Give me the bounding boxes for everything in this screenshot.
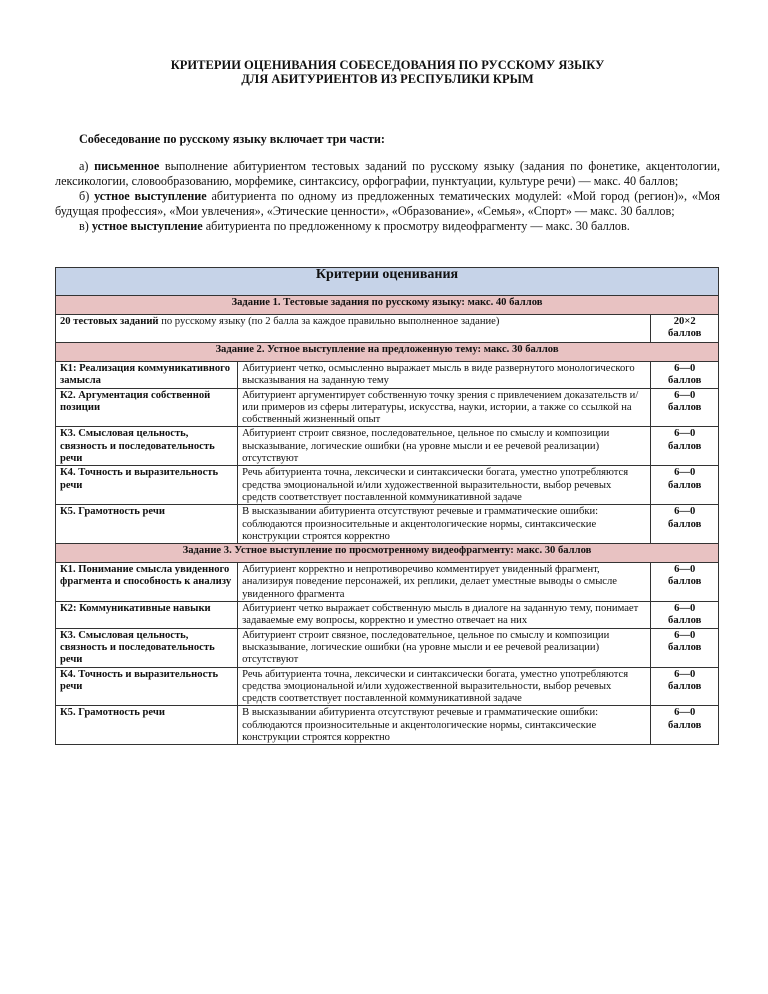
- intro-item-b-text: абитуриента по одному из предложенных тематических модулей: «Мой город (регион)», «Моя будущая профессия», «Мои увлечения», «Этические ценности», «Образование», «Семья», «Спорт» — макс. 30 баллов;: [55, 189, 720, 218]
- criterion-score-value: 6—0: [674, 668, 696, 680]
- criterion-score-value: 6—0: [674, 629, 696, 641]
- criterion-description: Речь абитуриента точна, лексически и синтаксически богата, уместно употребляются средства эмоциональной и/или художественной выразительности, выбор речевых средств соответствует поставленной коммуникативной задаче: [238, 667, 651, 706]
- criterion-score: [651, 667, 719, 706]
- criterion-score: [651, 563, 719, 602]
- criterion-name: К2. Аргументация собственной позиции: [56, 388, 238, 427]
- criteria-header: Критерии оценивания: [56, 268, 719, 296]
- task1-row: [56, 315, 719, 343]
- criterion-score: [651, 706, 719, 745]
- task1-description: [56, 315, 651, 343]
- task1-score-unit: баллов: [668, 328, 702, 340]
- criterion-description: Абитуриент строит связное, последовательное, цельное по смыслу и композиции высказывание, логические ошибки (на уровне мысли и ее речевой реализации) отсутствуют: [238, 427, 651, 466]
- criterion-score-value: 6—0: [674, 428, 696, 440]
- intro-item-b-bold: устное выступление: [94, 189, 207, 203]
- task3-title: Задание 3. Устное выступление по просмотренному видеофрагменту: макс. 30 баллов: [56, 544, 719, 563]
- intro-item-a-bold: письменное: [94, 159, 160, 173]
- criterion-score: [651, 388, 719, 427]
- criterion-name: К4. Точность и выразительность речи: [56, 667, 238, 706]
- criterion-score: [651, 505, 719, 544]
- criterion-description: Абитуриент четко выражает собственную мысль в диалоге на заданную тему, понимает задаваемые ему вопросы, корректно и уместно отвечает на них: [238, 602, 651, 629]
- criterion-name: К5. Грамотность речи: [56, 706, 238, 745]
- task3-header-row: [56, 544, 719, 563]
- task2-criterion-row: [56, 466, 719, 505]
- task1-score-value: 20×2: [673, 316, 696, 327]
- intro-item-a: [55, 159, 720, 189]
- task1-header-row: [56, 296, 719, 315]
- intro-item-b-prefix: б): [79, 189, 95, 203]
- intro-item-c: [55, 219, 720, 234]
- criterion-name: К1: Реализация коммуникативного замысла: [56, 362, 238, 389]
- criterion-score-value: 6—0: [674, 603, 696, 615]
- criterion-score: [651, 602, 719, 629]
- criterion-score-unit: баллов: [668, 719, 702, 731]
- task1-score: [651, 315, 719, 343]
- task2-criterion-row: [56, 362, 719, 389]
- criterion-description: В высказывании абитуриента отсутствуют речевые и грамматические ошибки: соблюдаются произносительные и акцентологические нормы, синтаксические конструкции строятся корректно: [238, 505, 651, 544]
- task1-description-bold: 20 тестовых заданий: [60, 316, 159, 327]
- criterion-score: [651, 466, 719, 505]
- criterion-description: Абитуриент корректно и непротиворечиво комментирует увиденный фрагмент, анализируя поведение персонажей, их реплики, делает уместные выводы о смысле увиденного фрагмента: [238, 563, 651, 602]
- intro-item-a-text: выполнение абитуриентом тестовых заданий по русскому языку (задания по фонетике, акцентологии, лексикологии, словообразованию, морфемике, синтаксису, орфографии, пунктуации, культуре речи) — макс. 40 баллов;: [55, 159, 720, 188]
- document-title-line2: ДЛЯ АБИТУРИЕНТОВ ИЗ РЕСПУБЛИКИ КРЫМ: [241, 72, 534, 86]
- criterion-score-unit: баллов: [668, 479, 702, 491]
- task3-criterion-row: [56, 667, 719, 706]
- intro-item-c-bold: устное выступление: [91, 219, 203, 233]
- criterion-description: В высказывании абитуриента отсутствуют речевые и грамматические ошибки: соблюдаются произносительные и акцентологические нормы, синтаксические конструкции строятся корректно: [238, 706, 651, 745]
- intro-item-b: [55, 189, 720, 219]
- criterion-name: К2: Коммуникативные навыки: [56, 602, 238, 629]
- criterion-score-unit: баллов: [668, 518, 702, 530]
- intro-section: [55, 132, 720, 234]
- criterion-score-value: 6—0: [674, 363, 696, 374]
- criterion-score-unit: баллов: [668, 680, 702, 692]
- criterion-score: [651, 628, 719, 667]
- criterion-description: Абитуриент четко, осмысленно выражает мысль в виде развернутого монологического высказывания на заданную тему: [238, 362, 651, 389]
- intro-lead: Собеседование по русскому языку включает три части:: [79, 132, 385, 146]
- criteria-table: [55, 267, 719, 745]
- task3-criterion-row: [56, 628, 719, 667]
- task2-criterion-row: [56, 427, 719, 466]
- criterion-score-unit: баллов: [668, 615, 702, 627]
- criterion-score-unit: баллов: [668, 375, 702, 387]
- criterion-score: [651, 362, 719, 389]
- criterion-score-unit: баллов: [668, 576, 702, 588]
- criterion-score-value: 6—0: [674, 564, 696, 576]
- criterion-score-value: 6—0: [674, 389, 696, 401]
- task2-criterion-row: [56, 505, 719, 544]
- task2-header-row: [56, 343, 719, 362]
- criterion-name: К5. Грамотность речи: [56, 505, 238, 544]
- criterion-description: Речь абитуриента точна, лексически и синтаксически богата, уместно употребляются средства эмоциональной и/или художественной выразительности, выбор речевых средств соответствует поставленной коммуникативной задаче: [238, 466, 651, 505]
- intro-item-c-text: абитуриента по предложенному к просмотру видеофрагменту — макс. 30 баллов.: [202, 219, 630, 233]
- task2-criterion-row: [56, 388, 719, 427]
- intro-item-a-prefix: а): [79, 159, 95, 173]
- criterion-description: Абитуриент строит связное, последовательное, цельное по смыслу и композиции высказывание, логические ошибки (на уровне мысли и ее речевой реализации) отсутствуют: [238, 628, 651, 667]
- document-page: [55, 58, 720, 744]
- task3-criterion-row: [56, 602, 719, 629]
- criterion-name: К3. Смысловая цельность, связность и последовательность речи: [56, 427, 238, 466]
- criterion-score-value: 6—0: [674, 707, 696, 719]
- criterion-name: К3. Смысловая цельность, связность и последовательность речи: [56, 628, 238, 667]
- criterion-score-unit: баллов: [668, 641, 702, 653]
- task2-title: Задание 2. Устное выступление на предложенную тему: макс. 30 баллов: [56, 343, 719, 362]
- criterion-score: [651, 427, 719, 466]
- criteria-header-row: [56, 268, 719, 296]
- document-title-line1: КРИТЕРИИ ОЦЕНИВАНИЯ СОБЕСЕДОВАНИЯ ПО РУССКОМУ ЯЗЫКУ: [170, 58, 605, 72]
- criterion-score-unit: баллов: [668, 401, 702, 413]
- criterion-description: Абитуриент аргументирует собственную точку зрения с привлечением доказательств и/или примеров из сферы литературы, искусства, науки, истории, а также со ссылкой на собственный жизненный опыт: [238, 388, 651, 427]
- criterion-name: К1. Понимание смысла увиденного фрагмента и способность к анализу: [56, 563, 238, 602]
- criterion-name: К4. Точность и выразительность речи: [56, 466, 238, 505]
- criterion-score-unit: баллов: [668, 440, 702, 452]
- task1-title: Задание 1. Тестовые задания по русскому языку: макс. 40 баллов: [56, 296, 719, 315]
- criterion-score-value: 6—0: [674, 467, 696, 479]
- intro-item-c-prefix: в): [79, 219, 92, 233]
- task1-description-text: по русскому языку (по 2 балла за каждое правильно выполненное задание): [158, 316, 500, 327]
- task3-criterion-row: [56, 706, 719, 745]
- task3-criterion-row: [56, 563, 719, 602]
- criterion-score-value: 6—0: [674, 506, 696, 518]
